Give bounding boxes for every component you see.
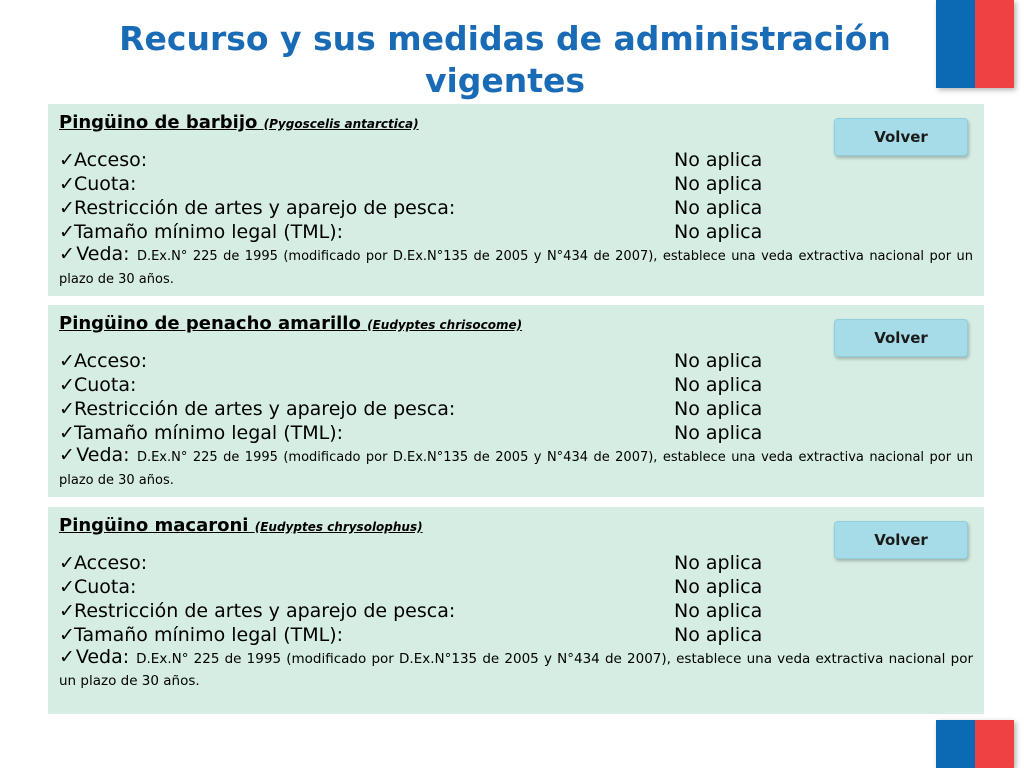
measure-value: No aplica	[674, 422, 763, 444]
volver-button[interactable]: Volver	[834, 118, 968, 156]
check-icon: ✓	[59, 374, 75, 396]
measure-row-restriccion	[59, 599, 973, 623]
measure-label: Acceso:	[74, 552, 148, 574]
check-icon: ✓	[59, 576, 75, 598]
measure-row-restriccion	[59, 397, 973, 421]
measure-row-tml	[59, 421, 973, 445]
measure-veda	[59, 647, 973, 691]
measure-row-cuota	[59, 373, 973, 397]
measure-label: Tamaño mínimo legal (TML):	[74, 624, 344, 646]
measure-row-cuota	[59, 172, 973, 196]
veda-text: D.Ex.N° 225 de 1995 (modificado por D.Ex.N°135 de 2005 y N°434 de 2007), establece una veda extractiva nacional por un plazo de 30 años.	[59, 450, 973, 488]
measure-veda	[59, 244, 973, 290]
measure-value: No aplica	[674, 374, 763, 396]
measure-row-tml	[59, 623, 973, 647]
measure-value: No aplica	[674, 624, 763, 646]
measure-value: No aplica	[674, 149, 763, 171]
check-icon: ✓	[59, 197, 75, 219]
measure-value: No aplica	[674, 600, 763, 622]
measure-value: No aplica	[674, 173, 763, 195]
species-card-penacho-amarillo	[48, 305, 984, 497]
measure-label: Tamaño mínimo legal (TML):	[74, 221, 344, 243]
flag-red-stripe	[975, 0, 1014, 88]
measure-label: Tamaño mínimo legal (TML):	[74, 422, 344, 444]
check-icon: ✓	[59, 552, 75, 574]
species-name: Pingüino de barbijo	[59, 112, 258, 133]
check-icon: ✓	[59, 243, 77, 265]
measure-label: Restricción de artes y aparejo de pesca:	[74, 600, 456, 622]
check-icon: ✓	[59, 444, 77, 466]
check-icon: ✓	[59, 646, 76, 668]
species-card-barbijo	[48, 104, 984, 296]
check-icon: ✓	[59, 173, 75, 195]
flag-decoration-bottom	[936, 720, 1014, 768]
flag-blue-stripe	[936, 720, 975, 768]
check-icon: ✓	[59, 398, 75, 420]
species-card-macaroni	[48, 507, 984, 714]
measure-value: No aplica	[674, 197, 763, 219]
species-scientific-name: (Eudyptes chrysolophus)	[254, 520, 423, 534]
measure-label: Restricción de artes y aparejo de pesca:	[74, 197, 456, 219]
measure-value: No aplica	[674, 350, 763, 372]
species-scientific-name: (Pygoscelis antarctica)	[263, 117, 419, 131]
volver-button[interactable]: Volver	[834, 319, 968, 357]
measure-label: Veda:	[75, 646, 130, 668]
measure-label: Veda:	[76, 243, 130, 265]
measure-label: Acceso:	[74, 149, 148, 171]
species-name: Pingüino de penacho amarillo	[59, 313, 361, 334]
measure-value: No aplica	[674, 576, 763, 598]
measure-value: No aplica	[674, 552, 763, 574]
measure-label: Cuota:	[74, 173, 137, 195]
measure-label: Cuota:	[74, 374, 137, 396]
check-icon: ✓	[59, 624, 75, 646]
measure-value: No aplica	[674, 398, 763, 420]
flag-red-stripe	[975, 720, 1014, 768]
measure-label: Veda:	[76, 444, 130, 466]
volver-button[interactable]: Volver	[834, 521, 968, 559]
check-icon: ✓	[59, 350, 75, 372]
species-name: Pingüino macaroni	[59, 515, 249, 536]
flag-blue-stripe	[936, 0, 975, 88]
check-icon: ✓	[59, 600, 75, 622]
measure-label: Restricción de artes y aparejo de pesca:	[74, 398, 456, 420]
page-title: Recurso y sus medidas de administración vigentes	[119, 19, 891, 100]
measure-value: No aplica	[674, 221, 763, 243]
species-scientific-name: (Eudyptes chrisocome)	[367, 318, 523, 332]
flag-decoration-top	[936, 0, 1014, 88]
check-icon: ✓	[59, 221, 75, 243]
veda-text: D.Ex.N° 225 de 1995 (modificado por D.Ex.N°135 de 2005 y N°434 de 2007), establece una veda extractiva nacional por un plazo de 30 años.	[59, 651, 973, 689]
measure-row-restriccion	[59, 196, 973, 220]
measure-row-tml	[59, 220, 973, 244]
measure-label: Acceso:	[74, 350, 148, 372]
measure-row-cuota	[59, 575, 973, 599]
measure-veda	[59, 445, 973, 491]
check-icon: ✓	[59, 422, 75, 444]
veda-text: D.Ex.N° 225 de 1995 (modificado por D.Ex.N°135 de 2005 y N°434 de 2007), establece una veda extractiva nacional por un plazo de 30 años.	[59, 249, 973, 287]
check-icon: ✓	[59, 149, 75, 171]
measure-label: Cuota:	[74, 576, 137, 598]
